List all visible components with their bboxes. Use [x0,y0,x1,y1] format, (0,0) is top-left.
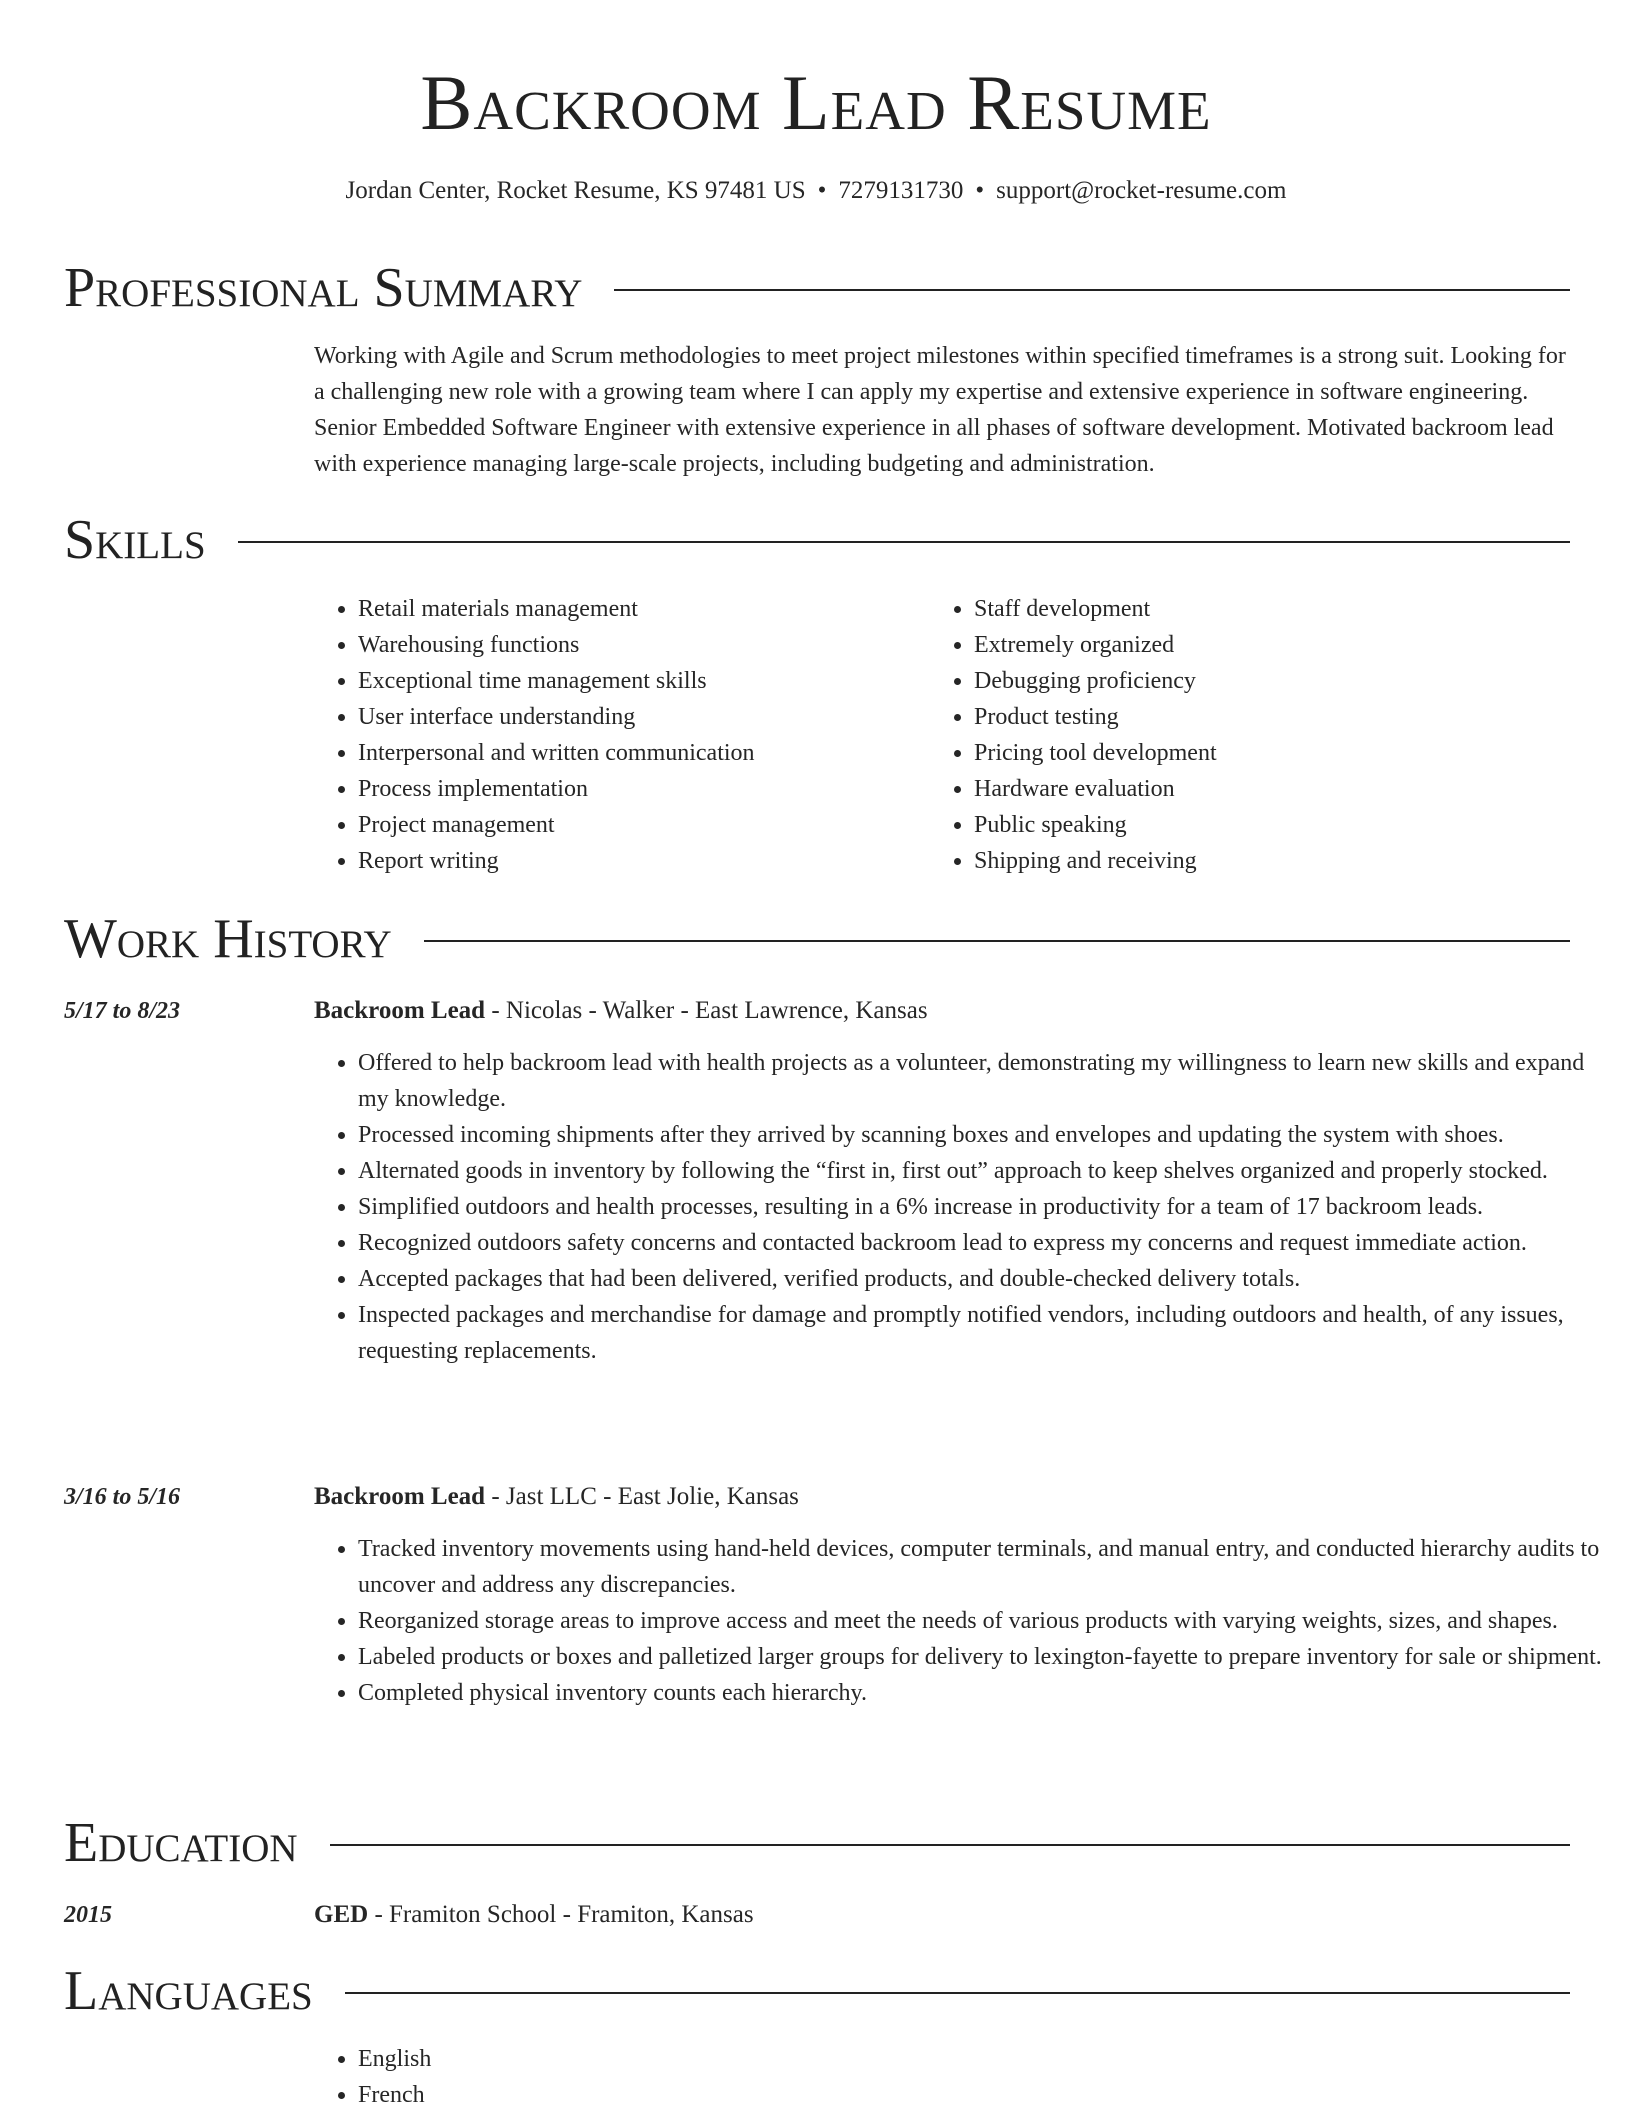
section-languages-header [64,1959,1570,2023]
skill-item: • Product testing [974,699,1574,735]
section-divider [345,1992,1570,1994]
job-employer-location: - Jast LLC - East Jolie, Kansas [485,1483,799,1510]
skills-list-right [930,591,1574,879]
job-bullets [314,1531,1618,1711]
skill-item: • Hardware evaluation [974,771,1574,807]
education-degree: GED [314,1901,369,1928]
section-divider [330,1844,1570,1846]
skill-item: • Public speaking [974,807,1574,843]
contact-address: Jordan Center, Rocket Resume, KS 97481 US [345,177,806,204]
job-bullets [314,1045,1618,1369]
education-year: 2015 [64,1902,112,1928]
languages-list [314,2041,1618,2113]
skill-item: • Retail materials management [358,591,958,627]
job-bullet: • Tracked inventory movements using hand-held devices, computer terminals, and manual entry, and conducted hierarchy audits to uncover and address any discrepancies. [358,1531,1618,1603]
section-skills-header [64,508,1570,572]
skill-item: • Pricing tool development [974,735,1574,771]
section-divider [238,541,1570,543]
job-bullet: • Simplified outdoors and health processes, resulting in a 6% increase in productivity for a team of 17 backroom leads. [358,1189,1618,1225]
job-dates: 3/16 to 5/16 [64,1484,181,1510]
skill-item: • Process implementation [358,771,958,807]
job-header [314,1479,799,1515]
job-bullet: • Labeled products or boxes and palletized larger groups for delivery to lexington-fayette to prepare inventory for sale or shipment. [358,1639,1618,1675]
contact-separator: • [817,177,827,204]
language-item: • French [358,2077,1618,2113]
contact-line [0,174,1632,208]
skill-item: • Warehousing functions [358,627,958,663]
section-divider [424,940,1570,942]
section-work-header [64,907,1570,971]
skill-item: • Exceptional time management skills [358,663,958,699]
section-title-summary: Professional Summary [64,257,583,319]
skill-item: • Shipping and receiving [974,843,1574,879]
section-education-header [64,1811,1570,1875]
summary-text: Working with Agile and Scrum methodologies to meet project milestones within specified timeframes is a strong suit. Looking for a challenging new role with a growing team where I can apply my expertise and extensive experience in software engineering. Senior Embedded Software Engineer with extensive experience in all phases of software development. Motivated backroom lead with experience managing large-scale projects, including budgeting and administration. [314,343,1566,477]
education-school-location: - Framiton School - Framiton, Kansas [368,1901,754,1928]
job-bullet: • Recognized outdoors safety concerns and contacted backroom lead to express my concerns and request immediate action. [358,1225,1618,1261]
skill-item: • Debugging proficiency [974,663,1574,699]
resume-title: Backroom Lead Resume [420,59,1212,146]
job-bullet: • Completed physical inventory counts each hierarchy. [358,1675,1618,1711]
section-title-languages: Languages [64,1960,313,2022]
job-employer-location: - Nicolas - Walker - East Lawrence, Kansas [485,997,928,1024]
job-title: Backroom Lead [314,1483,486,1510]
job-bullet: • Offered to help backroom lead with health projects as a volunteer, demonstrating my willingness to learn new skills and expand my knowledge. [358,1045,1618,1117]
job-bullet: • Inspected packages and merchandise for damage and promptly notified vendors, including outdoors and health, of any issues, requesting replacements. [358,1297,1618,1369]
job-dates: 5/17 to 8/23 [64,998,181,1024]
skill-item: • Project management [358,807,958,843]
skill-item: • Report writing [358,843,958,879]
contact-email[interactable]: support@rocket-resume.com [996,177,1287,204]
job-bullet: • Accepted packages that had been delivered, verified products, and double-checked delivery totals. [358,1261,1618,1297]
contact-phone: 7279131730 [838,177,964,204]
section-title-work: Work History [64,908,392,970]
skill-item: • Staff development [974,591,1574,627]
skill-item: • Interpersonal and written communication [358,735,958,771]
job-bullet: • Alternated goods in inventory by following the “first in, first out” approach to keep shelves organized and properly stocked. [358,1153,1618,1189]
section-title-education: Education [64,1812,298,1874]
section-summary-header [64,256,1570,320]
language-item: • English [358,2041,1618,2077]
section-divider [614,289,1570,291]
job-title: Backroom Lead [314,997,486,1024]
skill-item: • User interface understanding [358,699,958,735]
skills-list-left [314,591,958,879]
contact-separator: • [975,177,985,204]
job-bullet: • Processed incoming shipments after they arrived by scanning boxes and envelopes and updating the system with shoes. [358,1117,1618,1153]
education-entry [314,1897,754,1933]
job-bullet: • Reorganized storage areas to improve access and meet the needs of various products with varying weights, sizes, and shapes. [358,1603,1618,1639]
skill-item: • Extremely organized [974,627,1574,663]
job-header [314,993,928,1029]
section-title-skills: Skills [64,509,206,571]
